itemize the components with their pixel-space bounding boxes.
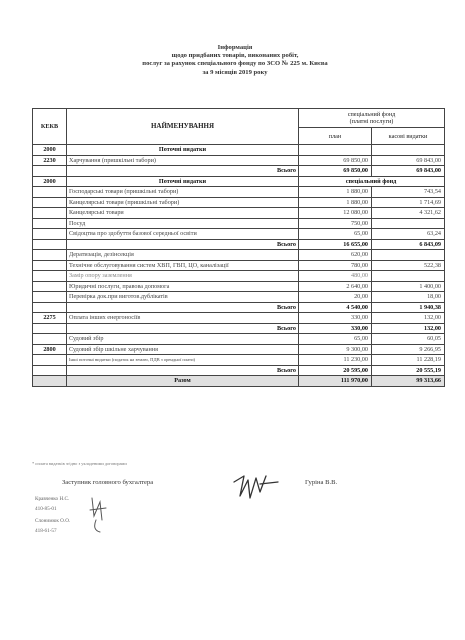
table-row <box>33 145 445 156</box>
subtotal-row <box>33 302 445 313</box>
title-line-4: за 9 місяців 2019 року <box>202 68 268 76</box>
footnote: * оплата видатків згідно з укладеними договорами <box>32 461 127 466</box>
subtotal-row <box>33 239 445 250</box>
cell-cash: 11 228,19 <box>372 355 445 366</box>
table-row <box>33 229 445 240</box>
header-name: НАЙМЕНУВАННЯ <box>67 109 299 145</box>
cell-kekv <box>33 197 67 208</box>
cell-kekv <box>33 281 67 292</box>
cell-cash: 132,00 <box>372 323 445 334</box>
cell-plan: 1 880,00 <box>299 187 372 198</box>
cell-plan: 69 850,00 <box>299 155 372 166</box>
signature-position: Заступник головного бухгалтера <box>62 479 154 486</box>
cell-name: Технічне обслуговування систем ХВП, ГВП, ЦО, каналізації <box>67 260 299 271</box>
table-row <box>33 344 445 355</box>
cell-name: Оплата інших енергоносіїв <box>67 313 299 324</box>
cell-plan: 111 970,00 <box>299 376 372 387</box>
cell-plan: 20 595,00 <box>299 365 372 376</box>
cell-name: Всього <box>67 166 299 177</box>
cell-plan: 9 300,00 <box>299 344 372 355</box>
cell-plan: 4 540,00 <box>299 302 372 313</box>
cell-kekv <box>33 260 67 271</box>
cell-plan: 69 850,00 <box>299 166 372 177</box>
title-line-2: щодо придбаних товарів, виконаних робіт, <box>171 52 299 60</box>
header-cash: касові видатки <box>372 128 445 145</box>
cell-name: Всього <box>67 239 299 250</box>
cell-cash: 60,05 <box>372 334 445 345</box>
cell-plan: 780,00 <box>299 260 372 271</box>
cell-name: Всього <box>67 365 299 376</box>
table-row <box>33 260 445 271</box>
cell-name: Поточні видатки <box>67 145 299 156</box>
header-special-fund <box>299 109 445 128</box>
cell-cash: 6 843,09 <box>372 239 445 250</box>
executor-name: Кравченко Н.С. <box>35 496 70 502</box>
cell-kekv: 2800 <box>33 344 67 355</box>
cell-cash: 1 940,38 <box>372 302 445 313</box>
subtotal-row <box>33 323 445 334</box>
cell-name: Всього <box>67 302 299 313</box>
cell-kekv <box>33 376 67 387</box>
cell-kekv <box>33 323 67 334</box>
expenditure-table <box>32 108 445 387</box>
cell-cash: 99 313,66 <box>372 376 445 387</box>
cell-kekv <box>33 365 67 376</box>
document-title <box>60 44 410 77</box>
cell-kekv <box>33 271 67 282</box>
cell-name: Харчування (пришкільні табори) <box>67 155 299 166</box>
cell-name: Посуд <box>67 218 299 229</box>
cell-cash: 522,38 <box>372 260 445 271</box>
signature-name: Гуріна В.В. <box>305 479 338 486</box>
table-row <box>33 292 445 303</box>
table-row <box>33 250 445 261</box>
cell-cash: 69 843,00 <box>372 166 445 177</box>
cell-kekv <box>33 187 67 198</box>
cell-name: Свідоцтва про здобуття базової середньої освіти <box>67 229 299 240</box>
title-line-3: послуг за рахунок спеціального фонду по ЗСО № 225 м. Києва <box>142 60 328 68</box>
cell-kekv <box>33 166 67 177</box>
table-row <box>33 271 445 282</box>
cell-cash <box>372 145 445 156</box>
cell-cash: 132,00 <box>372 313 445 324</box>
cell-cash: 18,00 <box>372 292 445 303</box>
title-line-1: Інформація <box>217 44 253 51</box>
cell-name: Поточні видатки <box>67 176 299 187</box>
executor-name: Слонимюк О.О. <box>35 518 71 524</box>
cell-plan: 330,00 <box>299 313 372 324</box>
cell-name: Замір опору заземлення <box>67 271 299 282</box>
table-row <box>33 176 445 187</box>
cell-name: Перевірка док.при виготов.дублікатів <box>67 292 299 303</box>
cell-kekv <box>33 250 67 261</box>
cell-kekv <box>33 355 67 366</box>
cell-name: Всього <box>67 323 299 334</box>
subtotal-row <box>33 365 445 376</box>
cell-cash <box>372 271 445 282</box>
cell-kekv: 2230 <box>33 155 67 166</box>
cell-cash <box>372 218 445 229</box>
cell-cash: 63,24 <box>372 229 445 240</box>
cell-kekv <box>33 218 67 229</box>
cell-name: Канцелярські товари <box>67 208 299 219</box>
cell-name: Дератизація, дезінсекція <box>67 250 299 261</box>
table-row <box>33 187 445 198</box>
cell-name: Судовий збір шкільне харчування <box>67 344 299 355</box>
cell-name: Судовий збір <box>67 334 299 345</box>
table-row <box>33 218 445 229</box>
cell-cash: 20 555,19 <box>372 365 445 376</box>
table-row <box>33 208 445 219</box>
header-special-fund-sub: (платні послуги) <box>349 118 394 125</box>
cell-kekv <box>33 229 67 240</box>
cell-cash <box>372 250 445 261</box>
cell-plan: 16 655,00 <box>299 239 372 250</box>
cell-plan: 2 640,00 <box>299 281 372 292</box>
cell-kekv <box>33 208 67 219</box>
cell-plan: 620,00 <box>299 250 372 261</box>
executor-phone: 418-61-57 <box>35 528 57 534</box>
cell-plan: 65,00 <box>299 229 372 240</box>
cell-name: Інші поточні видатки (податок на землю, ПДВ з орендної плати) <box>67 355 299 366</box>
total-row <box>33 376 445 387</box>
table-row <box>33 155 445 166</box>
table-row <box>33 281 445 292</box>
cell-name: Разом <box>67 376 299 387</box>
cell-plan: 20,00 <box>299 292 372 303</box>
subtotal-row <box>33 166 445 177</box>
cell-cash: 69 843,00 <box>372 155 445 166</box>
cell-plan: 330,00 <box>299 323 372 334</box>
cell-plan: 1 880,00 <box>299 197 372 208</box>
cell-kekv <box>33 334 67 345</box>
table-row <box>33 334 445 345</box>
table-row <box>33 197 445 208</box>
cell-plan: спеціальний фонд <box>299 176 445 187</box>
cell-cash: 1 714,69 <box>372 197 445 208</box>
header-special-fund-label: спеціальний фонд <box>347 111 396 118</box>
cell-name: Господарські товари (пришкільні табори) <box>67 187 299 198</box>
cell-plan: 750,00 <box>299 218 372 229</box>
signature-mark <box>230 470 282 504</box>
cell-kekv <box>33 239 67 250</box>
executor-signature-mark <box>86 494 110 536</box>
table-body <box>33 145 445 387</box>
cell-name: Юридичні послуги, правова допомога <box>67 281 299 292</box>
cell-kekv: 2000 <box>33 176 67 187</box>
table-row <box>33 313 445 324</box>
cell-plan: 12 080,00 <box>299 208 372 219</box>
cell-plan: 65,00 <box>299 334 372 345</box>
cell-name: Канцелярські товари (пришкільні табори) <box>67 197 299 208</box>
cell-cash: 1 400,00 <box>372 281 445 292</box>
cell-kekv: 2000 <box>33 145 67 156</box>
table-row <box>33 355 445 366</box>
executor-phone: 410-85-01 <box>35 506 57 512</box>
cell-kekv <box>33 292 67 303</box>
header-plan: план <box>299 128 372 145</box>
cell-cash: 743,54 <box>372 187 445 198</box>
cell-plan <box>299 145 372 156</box>
cell-kekv <box>33 302 67 313</box>
cell-plan: 480,00 <box>299 271 372 282</box>
cell-plan: 11 230,00 <box>299 355 372 366</box>
cell-cash: 9 266,95 <box>372 344 445 355</box>
cell-cash: 4 321,62 <box>372 208 445 219</box>
header-kekv: КЕКВ <box>33 109 67 145</box>
cell-kekv: 2275 <box>33 313 67 324</box>
